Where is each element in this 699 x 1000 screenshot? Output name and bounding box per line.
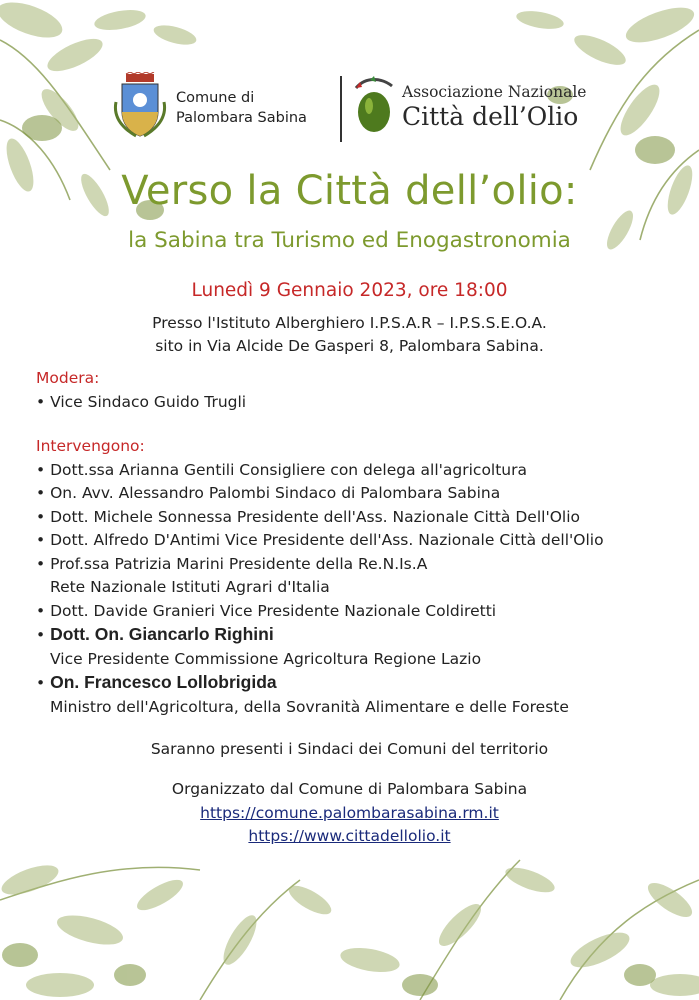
comune-line2: Palombara Sabina [176, 110, 307, 126]
list-item: • Prof.ssa Patrizia Marini Presidente della Re.N.Is.A [36, 554, 428, 573]
comune-label [176, 88, 307, 128]
intervengono-section [36, 435, 604, 719]
crest-icon [112, 72, 168, 140]
list-item-continuation: Rete Nazionale Istituti Agrari d'Italia [50, 578, 330, 596]
cittadellolio-link[interactable]: https://www.cittadellolio.it [248, 827, 451, 845]
modera-label: Modera: [36, 369, 100, 387]
assoc-line2: Città dell’Olio [402, 102, 579, 131]
assoc-line1: Associazione Nazionale [402, 83, 587, 101]
header-divider [340, 76, 342, 142]
list-item-text: On. Avv. Alessandro Palombi Sindaco di Palombara Sabina [50, 484, 501, 502]
modera-section [36, 367, 246, 414]
list-item: • Dott. Alfredo D'Antimi Vice Presidente dell'Ass. Nazionale Città dell'Olio [36, 531, 604, 549]
list-item: • Dott. On. Giancarlo Righini [36, 624, 274, 644]
venue [0, 312, 699, 358]
association-label [402, 82, 586, 132]
comune-line1: Comune di [176, 90, 255, 106]
olive-logo-icon [352, 76, 398, 138]
footer-presenti [0, 740, 699, 758]
page-title: Verso la Città dell’olio: [121, 168, 578, 214]
list-item-text-bold: Dott. On. Giancarlo Righini [50, 624, 274, 644]
list-item-continuation: Vice Presidente Commissione Agricoltura Regione Lazio [50, 649, 482, 668]
intervengono-label: Intervengono: [36, 437, 145, 455]
list-item-text: Dott. Davide Granieri Vice Presidente Nazionale Coldiretti [50, 601, 497, 620]
list-item: • Dott. Davide Granieri Vice Presidente Nazionale Coldiretti [36, 601, 497, 620]
list-item-text: Dott. Michele Sonnessa Presidente dell'Ass. Nazionale Città Dell'Olio [50, 507, 580, 526]
footer-organizer [0, 778, 699, 849]
list-item: • On. Avv. Alessandro Palombi Sindaco di Palombara Sabina [36, 484, 501, 502]
organizzato-text: Organizzato dal Comune di Palombara Sabina [171, 780, 528, 798]
list-item: • Dott.ssa Arianna Gentili Consigliere con delega all'agricoltura [36, 460, 528, 479]
list-item-text: Dott. Alfredo D'Antimi Vice Presidente dell'Ass. Nazionale Città dell'Olio [50, 531, 604, 549]
presenti-text: Saranno presenti i Sindaci dei Comuni del territorio [150, 740, 549, 758]
list-item: • Dott. Michele Sonnessa Presidente dell'Ass. Nazionale Città Dell'Olio [36, 507, 580, 526]
comune-link[interactable]: https://comune.palombarasabina.rm.it [200, 803, 499, 822]
list-item-text: Vice Sindaco Guido Trugli [50, 392, 247, 411]
venue-line1: Presso l'Istituto Alberghiero I.P.S.A.R – I.P.S.S.E.O.A. [152, 314, 547, 332]
list-item: • Vice Sindaco Guido Trugli [36, 392, 247, 411]
venue-line2: sito in Via Alcide De Gasperi 8, Palombara Sabina. [155, 337, 544, 355]
list-item-text: Dott.ssa Arianna Gentili Consigliere con delega all'agricoltura [50, 460, 528, 479]
list-item-continuation: Ministro dell'Agricoltura, della Sovranità Alimentare e delle Foreste [50, 697, 569, 716]
list-item-text: Prof.ssa Patrizia Marini Presidente della Re.N.Is.A [50, 554, 428, 573]
event-date: Lunedì 9 Gennaio 2023, ore 18:00 [191, 280, 508, 301]
list-item-text-bold: On. Francesco Lollobrigida [50, 672, 277, 692]
page-subtitle: la Sabina tra Turismo ed Enogastronomia [128, 228, 571, 253]
list-item: • On. Francesco Lollobrigida [36, 672, 277, 692]
header [0, 72, 699, 144]
